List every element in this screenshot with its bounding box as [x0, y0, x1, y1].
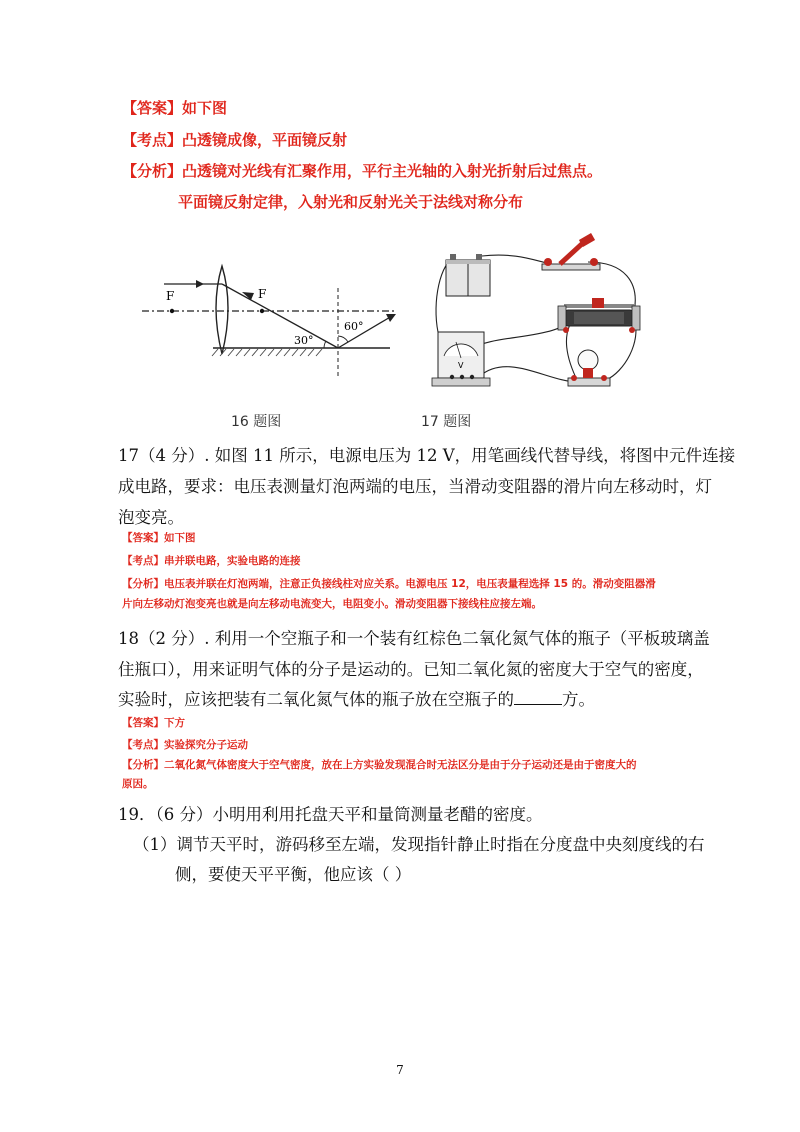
convex-lens — [216, 266, 228, 354]
q16-analysis-1: 【分析】凸透镜对光线有汇聚作用，平行主光轴的入射光折射后过焦点。 — [122, 162, 603, 180]
q17-analysis-2: 片向左移动灯泡变亮也就是向左移动电流变大，电阻变小。滑动变阻器下接线柱应接左端。 — [122, 598, 542, 610]
q16-analysis-2: 平面镜反射定律，入射光和反射光关于法线对称分布 — [178, 193, 524, 211]
incident-arrow — [196, 280, 204, 288]
q17-line-2: 成电路，要求：电压表测量灯泡两端的电压，当滑动变阻器的滑片向左移动时，灯 — [118, 477, 712, 496]
q18-answer: 【答案】下方 — [122, 717, 185, 729]
q19-line-1: 19．（6 分）小明用利用托盘天平和量筒测量老醋的密度。 — [118, 805, 543, 824]
q16-answer: 【答案】如下图 — [122, 99, 228, 117]
figure-16-caption: 16 题图 — [231, 414, 282, 430]
q18-line-2: 住瓶口），用来证明气体的分子是运动的。已知二氧化氮的密度大于空气的密度， — [118, 660, 704, 679]
q17-analysis-1: 【分析】电压表并联在灯泡两端，注意正负接线柱对应关系。电源电压 12，电压表量程选择 15 的。滑动变阻器滑 — [122, 578, 656, 590]
q17-point: 【考点】串并联电路，实验电路的连接 — [122, 555, 301, 567]
q16-point: 【考点】凸透镜成像，平面镜反射 — [122, 131, 348, 149]
angle-30-label: 30° — [294, 334, 314, 347]
mirror-hatching — [212, 349, 322, 356]
q18-line-1: 18（2 分）. 利用一个空瓶子和一个装有红棕色二氧化氮气体的瓶子（平板玻璃盖 — [118, 629, 710, 648]
switch — [542, 233, 600, 270]
q18-analysis-1: 【分析】二氧化氮气体密度大于空气密度，放在上方实验发现混合时无法区分是由于分子运动还是由于密度大的 — [122, 759, 637, 771]
q18-answer-blank[interactable] — [514, 686, 562, 705]
q18-analysis-2: 原因。 — [122, 778, 154, 790]
focal-point-left — [170, 309, 174, 313]
q18-line-3-text: 实验时，应该把装有二氧化氮气体的瓶子放在空瓶子的 — [118, 690, 514, 709]
q18-line-3 — [118, 685, 595, 715]
voltmeter — [432, 332, 490, 386]
angle-60-label: 60° — [344, 320, 364, 333]
focal-label-left: F — [166, 289, 175, 303]
q17-line-1: 17（4 分）. 如图 11 所示，电源电压为 12 V，用笔画线代替导线，将图中元件连接 — [118, 446, 736, 465]
figure-16-lens-mirror — [138, 258, 400, 378]
q17-line-3: 泡变亮。 — [118, 508, 184, 527]
battery — [446, 254, 490, 296]
refracted-ray — [222, 284, 338, 348]
q18-line-3-end: 方。 — [562, 690, 595, 709]
q19-line-3: 侧，要使天平平衡，他应该（ ） — [175, 865, 412, 884]
page-number: 7 — [396, 1063, 404, 1077]
q19-line-2: （1）调节天平时，游码移至左端，发现指针静止时指在分度盘中央刻度线的右 — [133, 835, 705, 854]
focal-point-right — [260, 309, 264, 313]
q18-point: 【考点】实验探究分子运动 — [122, 739, 248, 751]
q17-answer: 【答案】如下图 — [122, 532, 196, 544]
rheostat — [558, 298, 640, 333]
focal-label-right: F — [258, 287, 267, 301]
figure-17-caption: 17 题图 — [421, 414, 472, 430]
figure-17-circuit — [428, 232, 660, 404]
light-bulb — [568, 350, 610, 386]
voltmeter-label: V — [458, 361, 464, 370]
